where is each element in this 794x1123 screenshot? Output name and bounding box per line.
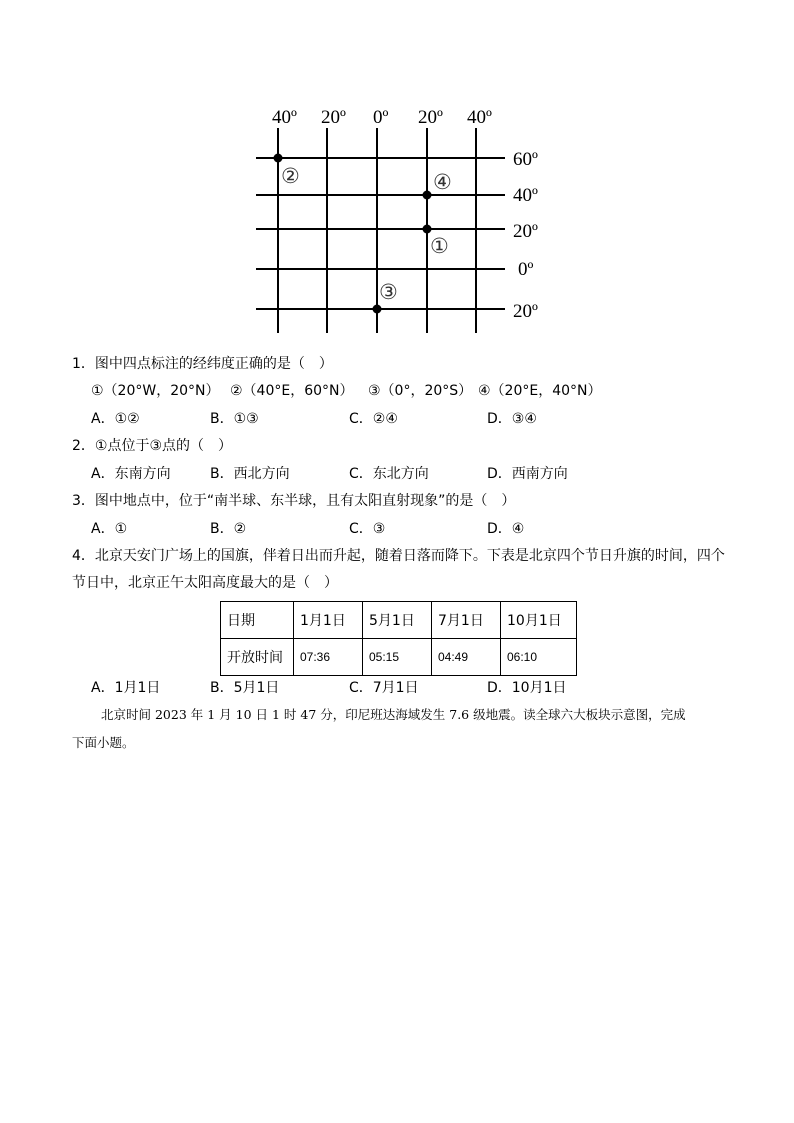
q1-option-c[interactable]: C．②④ xyxy=(349,411,398,427)
passage-line2: 下面小题。 xyxy=(72,735,135,750)
point-marker-1 xyxy=(423,225,432,234)
lon-label: 20º xyxy=(321,107,346,128)
q4-option-c[interactable]: C．7月1日 xyxy=(349,680,419,696)
table-cell: 07:36 xyxy=(294,639,363,676)
passage-line1: 北京时间 2023 年 1 月 10 日 1 时 47 分，印尼班达海域发生 7.6 级地震。读全球六大板块示意图，完成 xyxy=(101,707,686,722)
lon-label: 20º xyxy=(418,107,443,128)
q1-item: ②（40°E，60°N） xyxy=(230,383,354,399)
lat-long-grid-figure xyxy=(0,0,794,345)
point-marker-3 xyxy=(373,305,382,314)
lat-label: 20º xyxy=(513,221,538,242)
lat-label: 0º xyxy=(518,259,534,280)
q2-option-c[interactable]: C．东北方向 xyxy=(349,466,429,482)
lon-label: 0º xyxy=(373,107,389,128)
q4-option-a[interactable]: A．1月1日 xyxy=(91,680,161,696)
table-row xyxy=(221,639,577,676)
lat-label: 40º xyxy=(513,185,538,206)
q1-item: ①（20°W，20°N） xyxy=(91,383,220,399)
lat-label: 60º xyxy=(513,149,538,170)
q1-option-b[interactable]: B．①③ xyxy=(210,411,259,427)
lat-label: 20º xyxy=(513,301,538,322)
q1-item: ④（20°E，40°N） xyxy=(478,383,602,399)
point-label-2: ② xyxy=(281,164,300,188)
point-label-1: ① xyxy=(430,234,449,258)
q2-option-d[interactable]: D．西南方向 xyxy=(487,466,568,482)
q3-option-c[interactable]: C．③ xyxy=(349,521,386,537)
point-label-4: ④ xyxy=(433,170,452,194)
table-cell: 7月1日 xyxy=(432,602,501,639)
q2-stem: 2．①点位于③点的（ ） xyxy=(72,438,233,454)
table-cell: 日期 xyxy=(221,602,294,639)
q1-option-d[interactable]: D．③④ xyxy=(487,411,537,427)
q3-option-a[interactable]: A．① xyxy=(91,521,128,537)
q2-option-a[interactable]: A．东南方向 xyxy=(91,466,171,482)
q4-stem-line1: 4．北京天安门广场上的国旗，伴着日出而升起，随着日落而降下。下表是北京四个节日升旗的时间，四个 xyxy=(72,548,725,564)
table-cell: 开放时间 xyxy=(221,639,294,676)
lon-label: 40º xyxy=(272,107,297,128)
point-marker-2 xyxy=(274,154,283,163)
table-cell: 1月1日 xyxy=(294,602,363,639)
table-row xyxy=(221,602,577,639)
point-label-3: ③ xyxy=(379,280,398,304)
table-cell: 10月1日 xyxy=(501,602,577,639)
q3-option-b[interactable]: B．② xyxy=(210,521,247,537)
q1-option-a[interactable]: A．①② xyxy=(91,411,140,427)
flag-raising-table xyxy=(220,601,577,676)
table-cell: 05:15 xyxy=(363,639,432,676)
q4-stem-line2: 节日中，北京正午太阳高度最大的是（ ） xyxy=(72,575,338,591)
q4-option-b[interactable]: B．5月1日 xyxy=(210,680,280,696)
lon-label: 40º xyxy=(467,107,492,128)
q3-stem: 3．图中地点中，位于“南半球、东半球，且有太阳直射现象”的是（ ） xyxy=(72,493,516,509)
table-cell: 06:10 xyxy=(501,639,577,676)
q2-option-b[interactable]: B．西北方向 xyxy=(210,466,290,482)
q1-item: ③（0°，20°S） xyxy=(368,383,473,399)
q4-option-d[interactable]: D．10月1日 xyxy=(487,680,567,696)
q3-option-d[interactable]: D．④ xyxy=(487,521,525,537)
q1-stem: 1．图中四点标注的经纬度正确的是（ ） xyxy=(72,356,333,372)
table-cell: 5月1日 xyxy=(363,602,432,639)
table-cell: 04:49 xyxy=(432,639,501,676)
point-marker-4 xyxy=(423,191,432,200)
